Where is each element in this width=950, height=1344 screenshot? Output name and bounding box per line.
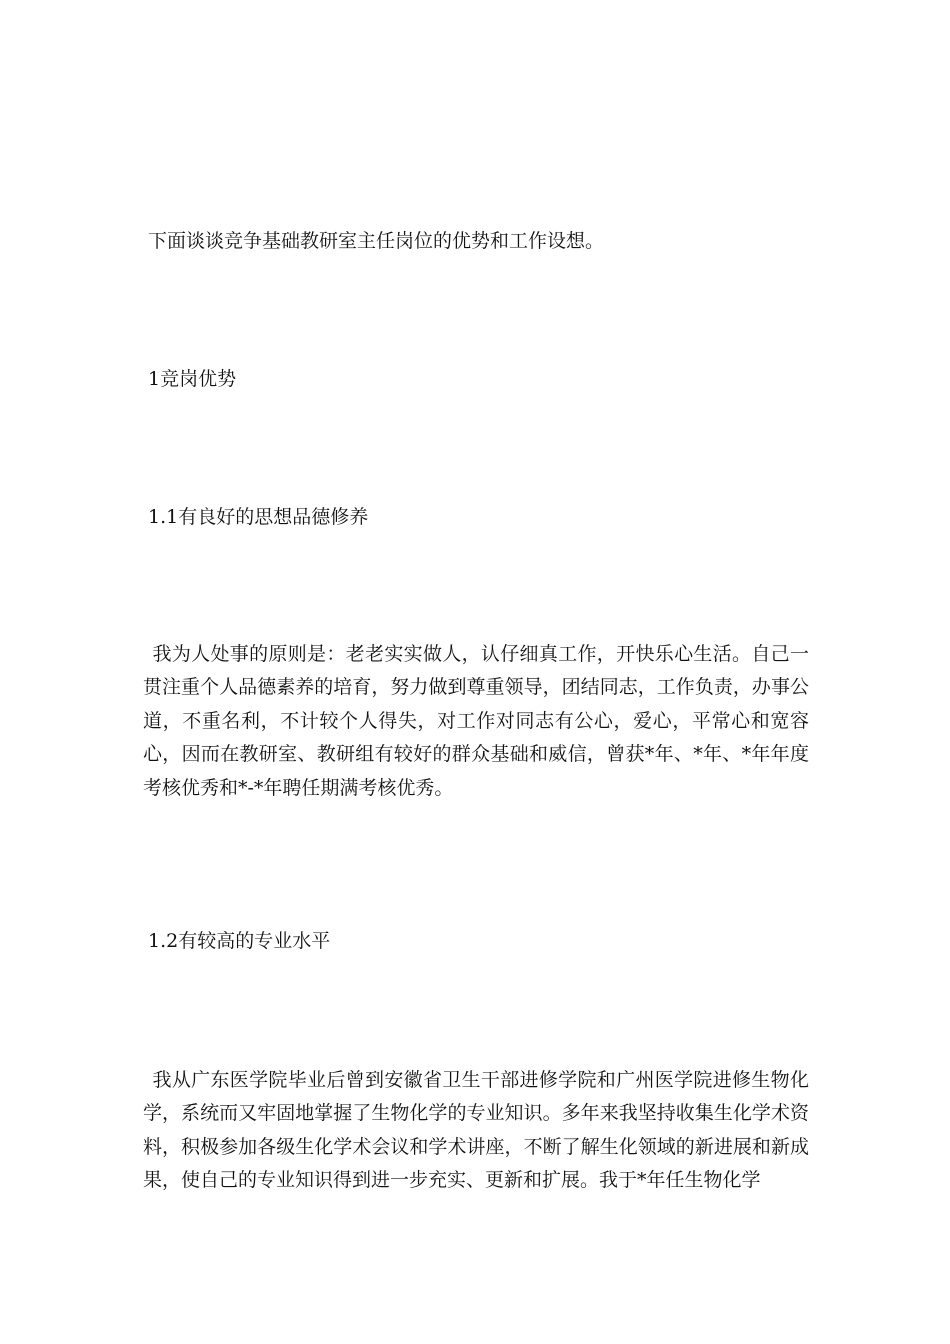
section-1-1-heading: 1.1有良好的思想品德修养: [148, 506, 369, 528]
intro-sentence: 下面谈谈竞争基础教研室主任岗位的优势和工作设想。: [148, 230, 605, 252]
section-1-2-body: 我从广东医学院毕业后曾到安徽省卫生干部进修学院和广州医学院进修生物化学，系统而又牢固地掌握了生物化学的专业知识。多年来我坚持收集生化学术资料，积极参加各级生化学术会议和学术讲座，不断了解生化领域的新进展和新成果，使自己的专业知识得到进一步充实、更新和扩展。我于*年任生物化学: [143, 1069, 809, 1192]
section-1-heading: 1竞岗优势: [148, 368, 237, 390]
section-1-1-body: 我为人处事的原则是：老老实实做人，认仔细真工作，开快乐心生活。自己一贯注重个人品德素养的培育，努力做到尊重领导，团结同志，工作负责，办事公道，不重名利，不计较个人得失，对工作对同志有公心，爱心，平常心和宽容心，因而在教研室、教研组有较好的群众基础和威信，曾获*年、*年、*年年度考核优秀和*-*年聘任期满考核优秀。: [143, 643, 809, 799]
section-1-2-heading: 1.2有较高的专业水平: [148, 930, 331, 952]
